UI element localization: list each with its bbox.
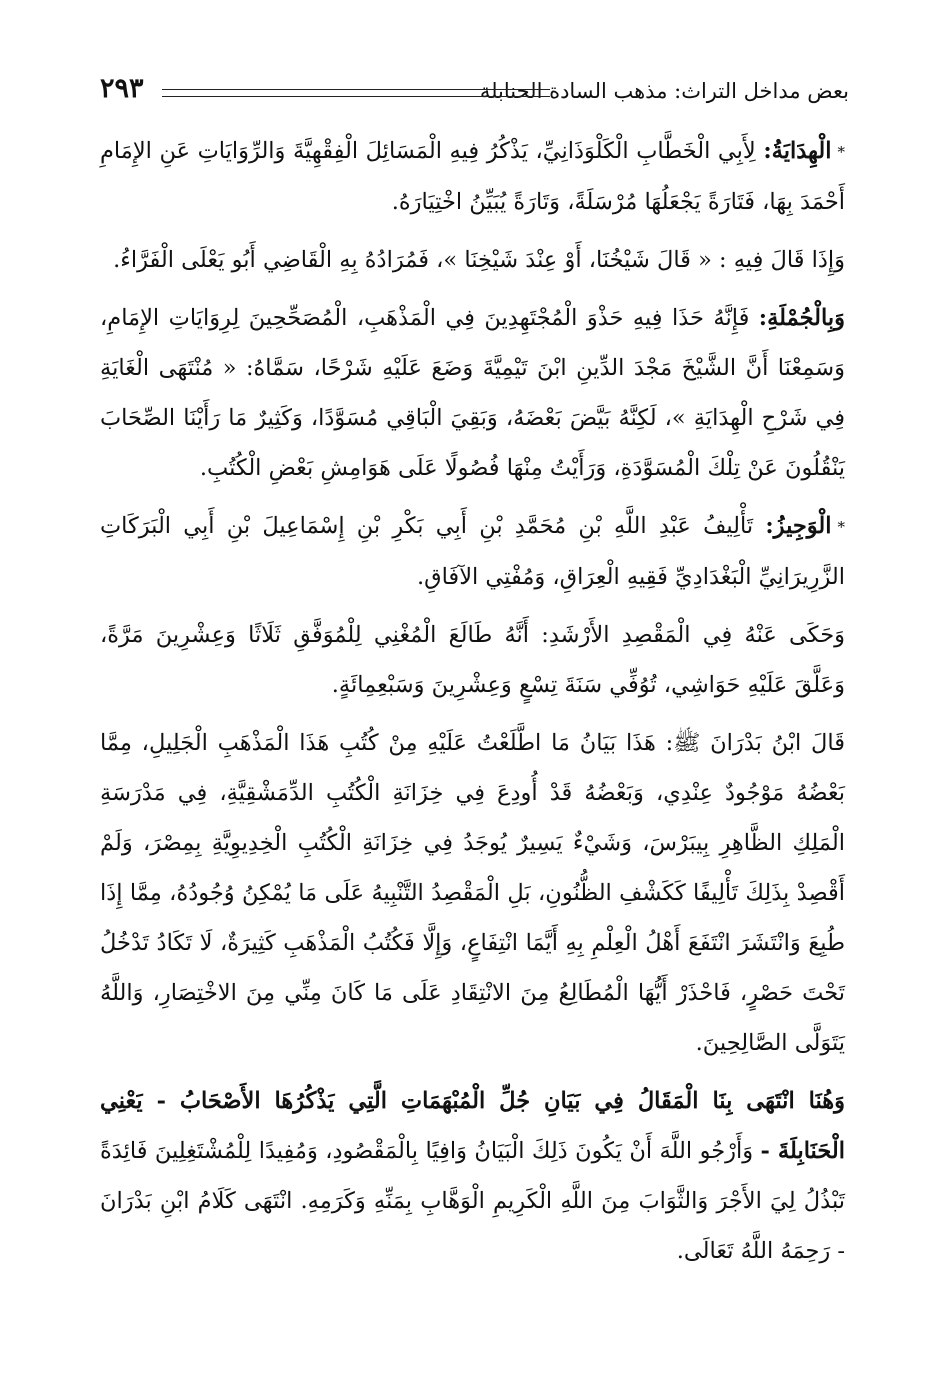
paragraph-bil-jumla: [100, 293, 845, 493]
page-number: ٢٩٣: [100, 73, 144, 104]
running-header: [100, 73, 849, 116]
page-body: [100, 126, 845, 1284]
paragraph-text: وَإِذَا قَالَ فِيهِ : « قَالَ شَيْخُنَا، أَوْ عِنْدَ شَيْخِنَا »، فَمُرَادُهُ بِهِ الْقَاضِي أَبُو يَعْلَى الْفَرَّاءُ.: [113, 247, 845, 273]
paragraph-text: تَأْلِيفُ عَبْدِ اللَّهِ بْنِ مُحَمَّدِ بْنِ أَبِي بَكْرِ بْنِ إِسْمَاعِيلَ بْنِ أَبِي الْبَرَكَاتِ الزَّرِيرَانِيِّ الْبَغْدَادِيِّ فَقِيهِ الْعِرَاقِ، وَمُفْتِي الآفَاقِ.: [100, 513, 845, 590]
bullet-marker: *: [837, 143, 845, 161]
entry-title-wajiz: الْوَجِيزُ:: [765, 513, 832, 539]
paragraph-text: وَأَرْجُو اللَّهَ أَنْ يَكُونَ ذَلِكَ الْبَيَانُ وَافِيًا بِالْمَقْصُودِ، وَمُفِيدًا لِلْمُشْتَغِلِينَ فَائِدَةً تَبْذُلُ لِيَ الأَجْرَ وَالثَّوَابَ مِنَ اللَّهِ الْكَرِيمِ الْوَهَّابِ بِمَنِّهِ وَكَرَمِهِ. انْتَهَى كَلَامُ ابْنِ بَدْرَانَ - رَحِمَهُ اللَّهُ تَعَالَى.: [100, 1138, 845, 1264]
entry-title-hidaya: الْهِدَايَةُ:: [763, 138, 832, 164]
paragraph-wajiz: [100, 501, 845, 602]
paragraph-ibn-badran: [100, 718, 845, 1068]
paragraph-text: وَحَكَى عَنْهُ فِي الْمَقْصِدِ الأَرْشَدِ: أَنَّهُ طَالَعَ الْمُغْنِي لِلْمُوَفَّقِ ثَلَاثًا وَعِشْرِينَ مَرَّةً، وَعَلَّقَ عَلَيْهِ حَوَاشِي، تُوُفِّي سَنَةَ تِسْعٍ وَعِشْرِينَ وَسَبْعِمِائَةٍ.: [100, 622, 845, 698]
paragraph-text: قَالَ ابْنُ بَدْرَانَ ﷺ: هَذَا بَيَانُ مَا اطَّلَعْتُ عَلَيْهِ مِنْ كُتُبِ هَذَا الْمَذْهَبِ الْجَلِيلِ، مِمَّا بَعْضُهُ مَوْجُودٌ عِنْدِي، وَبَعْضُهُ قَدْ أُودِعَ فِي خِزَانَةِ الْكُتُبِ الدِّمَشْقِيَّةِ، فِي مَدْرَسَةِ الْمَلِكِ الظَّاهِرِ بِيبَرْسَ، وَشَيْءٌ يَسِيرٌ يُوجَدُ فِي خِزَانَةِ الْكُتُبِ الْخِدِيوِيَّةِ بِمِصْرَ، وَلَمْ أَقْصِدْ بِذَلِكَ تَأْلِيفًا كَكَشْفِ الظُّنُونِ، بَلِ الْمَقْصِدُ التَّنْبِيهُ عَلَى مَا يُمْكِنُ وُجُودُهُ، مِمَّا إِذَا طُبِعَ وَانْتَشَرَ انْتَفَعَ أَهْلُ الْعِلْمِ بِهِ أَيَّمَا انْتِفَاعٍ، وَإِلَّا فَكُتُبُ الْمَذْهَبِ كَثِيرَةٌ، لَا تَكَادُ تَدْخُلُ تَحْتَ حَصْرٍ، فَاحْذَرْ أَيُّهَا الْمُطَالِعُ مِنَ الانْتِقَادِ عَلَى مَا كَانَ مِنِّي مِنَ الاخْتِصَارِ، وَاللَّهُ يَتَوَلَّى الصَّالِحِينَ.: [100, 730, 845, 1056]
paragraph-text: فَإِنَّهُ حَذَا فِيهِ حَذْوَ الْمُجْتَهِدِينَ فِي الْمَذْهَبِ، الْمُصَحِّحِينَ لِرِوَايَاتِ الإِمَامِ، وَسَمِعْنَا أَنَّ الشَّيْخَ مَجْدَ الدِّينِ ابْنَ تَيْمِيَّةَ وَضَعَ عَلَيْهِ شَرْحًا، سَمَّاهُ: « مُنْتَهَى الْغَايَةِ فِي شَرْحِ الْهِدَايَةِ »، لَكِنَّهُ بَيَّضَ بَعْضَهُ، وَبَقِيَ الْبَاقِي مُسَوَّدًا، وَكَثِيرٌ مَا رَأَيْنَا الصِّحَابَ يَنْقُلُونَ عَنْ تِلْكَ الْمُسَوَّدَةِ، وَرَأَيْتُ مِنْهَا فُصُولًا عَلَى هَوَامِشِ بَعْضِ الْكُتُبِ.: [100, 305, 846, 481]
paragraph-lead-conclusion: وَهُنَا انْتَهَى بِنَا الْمَقَالُ فِي بَيَانِ جُلِّ الْمُبْهَمَاتِ الَّتِي يَذْكُرُهَا الأَصْحَابُ - يَعْنِي الْحَنَابِلَةَ -: [100, 1088, 845, 1164]
paragraph-text: لِأَبِي الْخَطَّابِ الْكَلْوَذَانِيِّ، يَذْكُرُ فِيهِ الْمَسَائِلَ الْفِقْهِيَّةَ وَالرِّوَايَاتِ عَنِ الإِمَامِ أَحْمَدَ بِهَا، فَتَارَةً يَجْعَلُهَا مُرْسَلَةً، وَتَارَةً يُبَيِّنُ اخْتِيَارَهُ.: [100, 138, 845, 215]
paragraph-hidaya: [100, 126, 845, 227]
paragraph-shaykhuna: [100, 235, 845, 285]
paragraph-conclusion: [100, 1076, 845, 1276]
running-header-title: بعض مداخل التراث: مذهب السادة الحنابلة: [479, 79, 849, 103]
bullet-marker: *: [837, 518, 845, 536]
header-rule: [162, 89, 550, 97]
paragraph-lead-bil-jumla: وَبِالْجُمْلَةِ:: [758, 305, 845, 331]
paragraph-maqsad: [100, 610, 845, 710]
